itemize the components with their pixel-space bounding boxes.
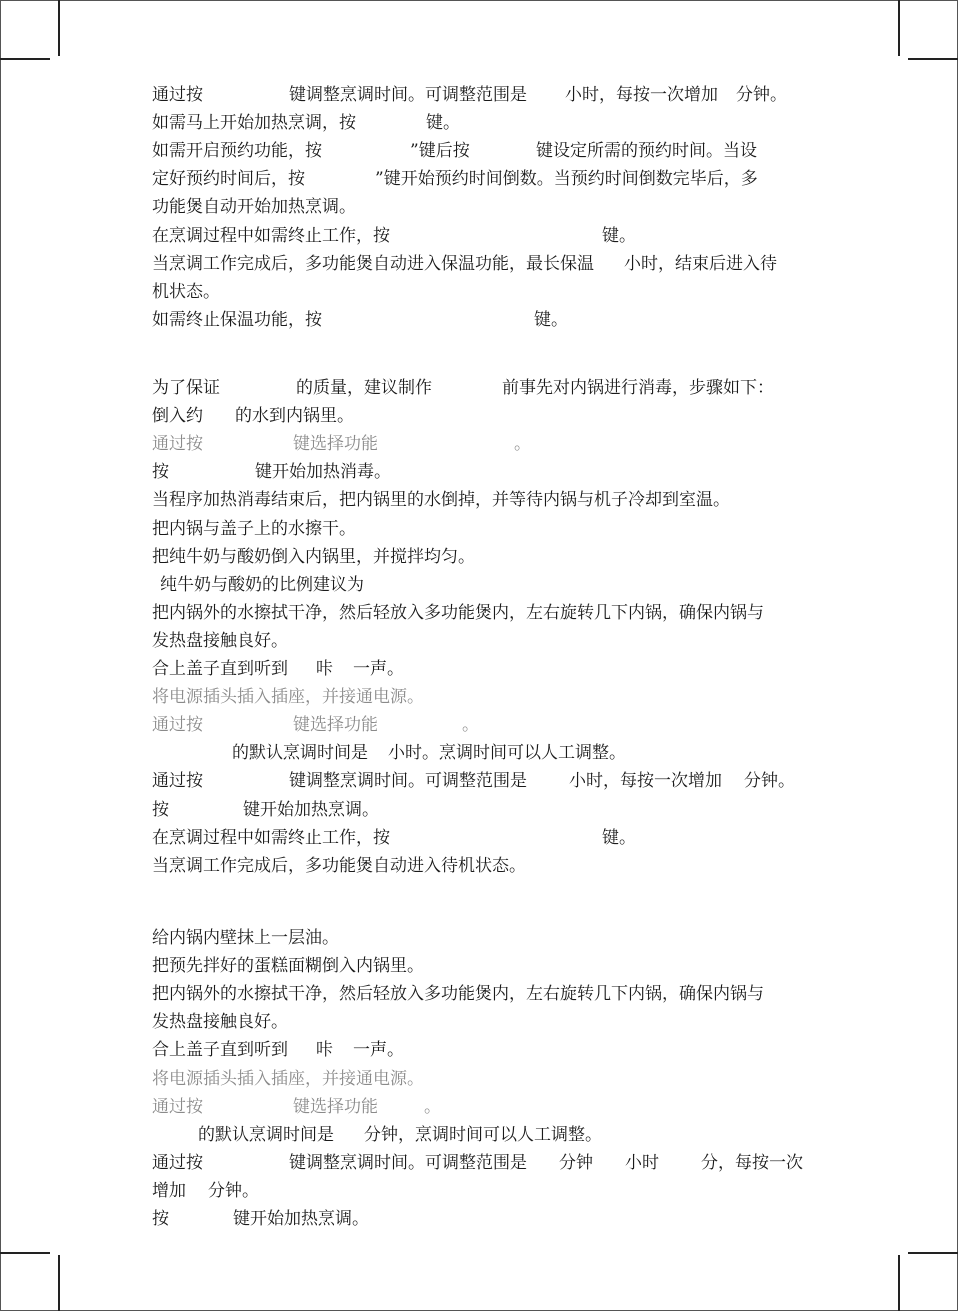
text-segment: 如需终止保温功能，按: [152, 310, 322, 330]
crop-mark-bottom-right-v: [898, 1255, 900, 1311]
text-line: [152, 826, 842, 850]
text-segment: 。: [514, 434, 531, 454]
text-line: [152, 1067, 842, 1091]
text-segment: 的质量，建议制作: [296, 378, 432, 398]
text-line: [152, 629, 842, 653]
text-segment: 小时，每按一次增加: [569, 771, 722, 791]
text-segment: 按: [152, 462, 169, 482]
text-segment: 咔: [316, 1040, 333, 1060]
text-segment: 增加: [152, 1181, 186, 1201]
text-segment: 键选择功能: [293, 715, 378, 735]
text-line: [152, 769, 842, 793]
text-segment: 通过按: [152, 715, 203, 735]
text-segment: 键开始加热烹调。: [243, 800, 379, 820]
text-segment: 分钟。: [736, 85, 787, 105]
text-segment: 键调整烹调时间。可调整范围是: [289, 771, 527, 791]
text-line: [152, 517, 842, 541]
text-segment: 小时。烹调时间可以人工调整。: [388, 743, 626, 763]
text-line: [152, 111, 842, 135]
text-segment: 按: [152, 1209, 169, 1229]
text-line: [152, 404, 842, 428]
text-line: [152, 798, 842, 822]
text-segment: 咔: [316, 659, 333, 679]
text-segment: 给内锅内壁抹上一层油。: [152, 928, 339, 948]
text-segment: 合上盖子直到听到: [152, 659, 288, 679]
text-segment: 通过按: [152, 1153, 203, 1173]
text-line: [152, 1179, 842, 1203]
text-segment: 分钟。: [208, 1181, 259, 1201]
text-segment: 通过按: [152, 771, 203, 791]
crop-mark-top-left-h: [0, 58, 50, 60]
text-segment: 如需马上开始加热烹调，按: [152, 113, 356, 133]
text-line: [152, 280, 842, 304]
text-line: [152, 195, 842, 219]
text-line: [152, 854, 842, 878]
text-segment: 把内锅外的水擦拭干净，然后轻放入多功能煲内，左右旋转几下内锅，确保内锅与: [152, 603, 764, 623]
text-line: [152, 982, 842, 1006]
text-segment: 键。: [602, 828, 636, 848]
crop-mark-top-right-v: [898, 0, 900, 56]
text-line: [152, 139, 842, 163]
text-line: [152, 167, 842, 191]
text-segment: 键调整烹调时间。可调整范围是: [289, 1153, 527, 1173]
text-segment: 键调整烹调时间。可调整范围是: [289, 85, 527, 105]
text-line: [152, 308, 842, 332]
text-segment: 键选择功能: [293, 1097, 378, 1117]
text-segment: 。: [424, 1097, 441, 1117]
text-segment: 一声。: [353, 1040, 404, 1060]
text-segment: 分钟: [559, 1153, 593, 1173]
text-line: [152, 252, 842, 276]
text-line: [152, 83, 842, 107]
text-segment: 的默认烹调时间是: [198, 1125, 334, 1145]
text-segment: 倒入约: [152, 406, 203, 426]
crop-mark-top-left-v: [58, 0, 60, 56]
text-segment: 当程序加热消毒结束后，把内锅里的水倒掉，并等待内锅与机子冷却到室温。: [152, 490, 730, 510]
text-line: [152, 376, 842, 400]
text-segment: 通过按: [152, 1097, 203, 1117]
text-segment: 合上盖子直到听到: [152, 1040, 288, 1060]
text-segment: 分钟，烹调时间可以人工调整。: [364, 1125, 602, 1145]
text-segment: 小时: [625, 1153, 659, 1173]
text-line: [152, 545, 842, 569]
text-line: [152, 573, 842, 597]
text-segment: 把内锅外的水擦拭干净，然后轻放入多功能煲内，左右旋转几下内锅，确保内锅与: [152, 984, 764, 1004]
text-line: [152, 657, 842, 681]
text-line: [152, 1151, 842, 1175]
text-line: [152, 1010, 842, 1034]
text-segment: 为了保证: [152, 378, 220, 398]
text-line: [152, 601, 842, 625]
text-line: [152, 926, 842, 950]
text-segment: 键开始加热烹调。: [233, 1209, 369, 1229]
text-segment: 如需开启预约功能，按: [152, 141, 322, 161]
crop-mark-bottom-left-h: [0, 1252, 50, 1254]
text-segment: 通过按: [152, 434, 203, 454]
crop-mark-top-right-h: [908, 58, 958, 60]
text-segment: 纯牛奶与酸奶的比例建议为: [160, 575, 364, 595]
text-segment: 分钟。: [744, 771, 795, 791]
text-segment: 将电源插头插入插座，并接通电源。: [152, 687, 424, 707]
text-segment: 将电源插头插入插座，并接通电源。: [152, 1069, 424, 1089]
text-segment: 把纯牛奶与酸奶倒入内锅里，并搅拌均匀。: [152, 547, 475, 567]
text-segment: 键。: [602, 226, 636, 246]
text-line: [152, 1207, 842, 1231]
text-segment: 当烹调工作完成后，多功能煲自动进入保温功能，最长保温: [152, 254, 594, 274]
text-segment: 在烹调过程中如需终止工作，按: [152, 828, 390, 848]
text-segment: 机状态。: [152, 282, 220, 302]
text-line: [152, 488, 842, 512]
text-line: [152, 713, 842, 737]
text-line: [152, 432, 842, 456]
text-line: [152, 1095, 842, 1119]
text-segment: 把内锅与盖子上的水擦干。: [152, 519, 356, 539]
text-line: [152, 741, 842, 765]
text-segment: 通过按: [152, 85, 203, 105]
text-segment: 的水到内锅里。: [235, 406, 354, 426]
text-segment: 发热盘接触良好。: [152, 631, 288, 651]
text-segment: 的默认烹调时间是: [232, 743, 368, 763]
text-segment: 。: [462, 715, 479, 735]
text-segment: 前事先对内锅进行消毒，步骤如下：: [502, 378, 774, 398]
text-segment: 当烹调工作完成后，多功能煲自动进入待机状态。: [152, 856, 526, 876]
text-segment: 键设定所需的预约时间。当设: [536, 141, 757, 161]
text-segment: 功能煲自动开始加热烹调。: [152, 197, 356, 217]
text-line: [152, 224, 842, 248]
crop-mark-bottom-right-h: [908, 1252, 958, 1254]
text-line: [152, 460, 842, 484]
text-segment: 键。: [426, 113, 460, 133]
text-segment: 一声。: [353, 659, 404, 679]
text-segment: 发热盘接触良好。: [152, 1012, 288, 1032]
text-segment: 小时，结束后进入待: [624, 254, 777, 274]
text-segment: ”键后按: [410, 141, 470, 161]
text-segment: 分，每按一次: [701, 1153, 803, 1173]
crop-mark-bottom-left-v: [58, 1255, 60, 1311]
text-segment: 按: [152, 800, 169, 820]
text-segment: 键。: [534, 310, 568, 330]
text-segment: 键开始加热消毒。: [255, 462, 391, 482]
text-line: [152, 1038, 842, 1062]
text-line: [152, 954, 842, 978]
text-line: [152, 1123, 842, 1147]
text-line: [152, 685, 842, 709]
text-segment: ”键开始预约时间倒数。当预约时间倒数完毕后，多: [375, 169, 758, 189]
text-segment: 把预先拌好的蛋糕面糊倒入内锅里。: [152, 956, 424, 976]
text-segment: 键选择功能: [293, 434, 378, 454]
text-segment: 小时，每按一次增加: [565, 85, 718, 105]
text-segment: 在烹调过程中如需终止工作，按: [152, 226, 390, 246]
text-segment: 定好预约时间后，按: [152, 169, 305, 189]
